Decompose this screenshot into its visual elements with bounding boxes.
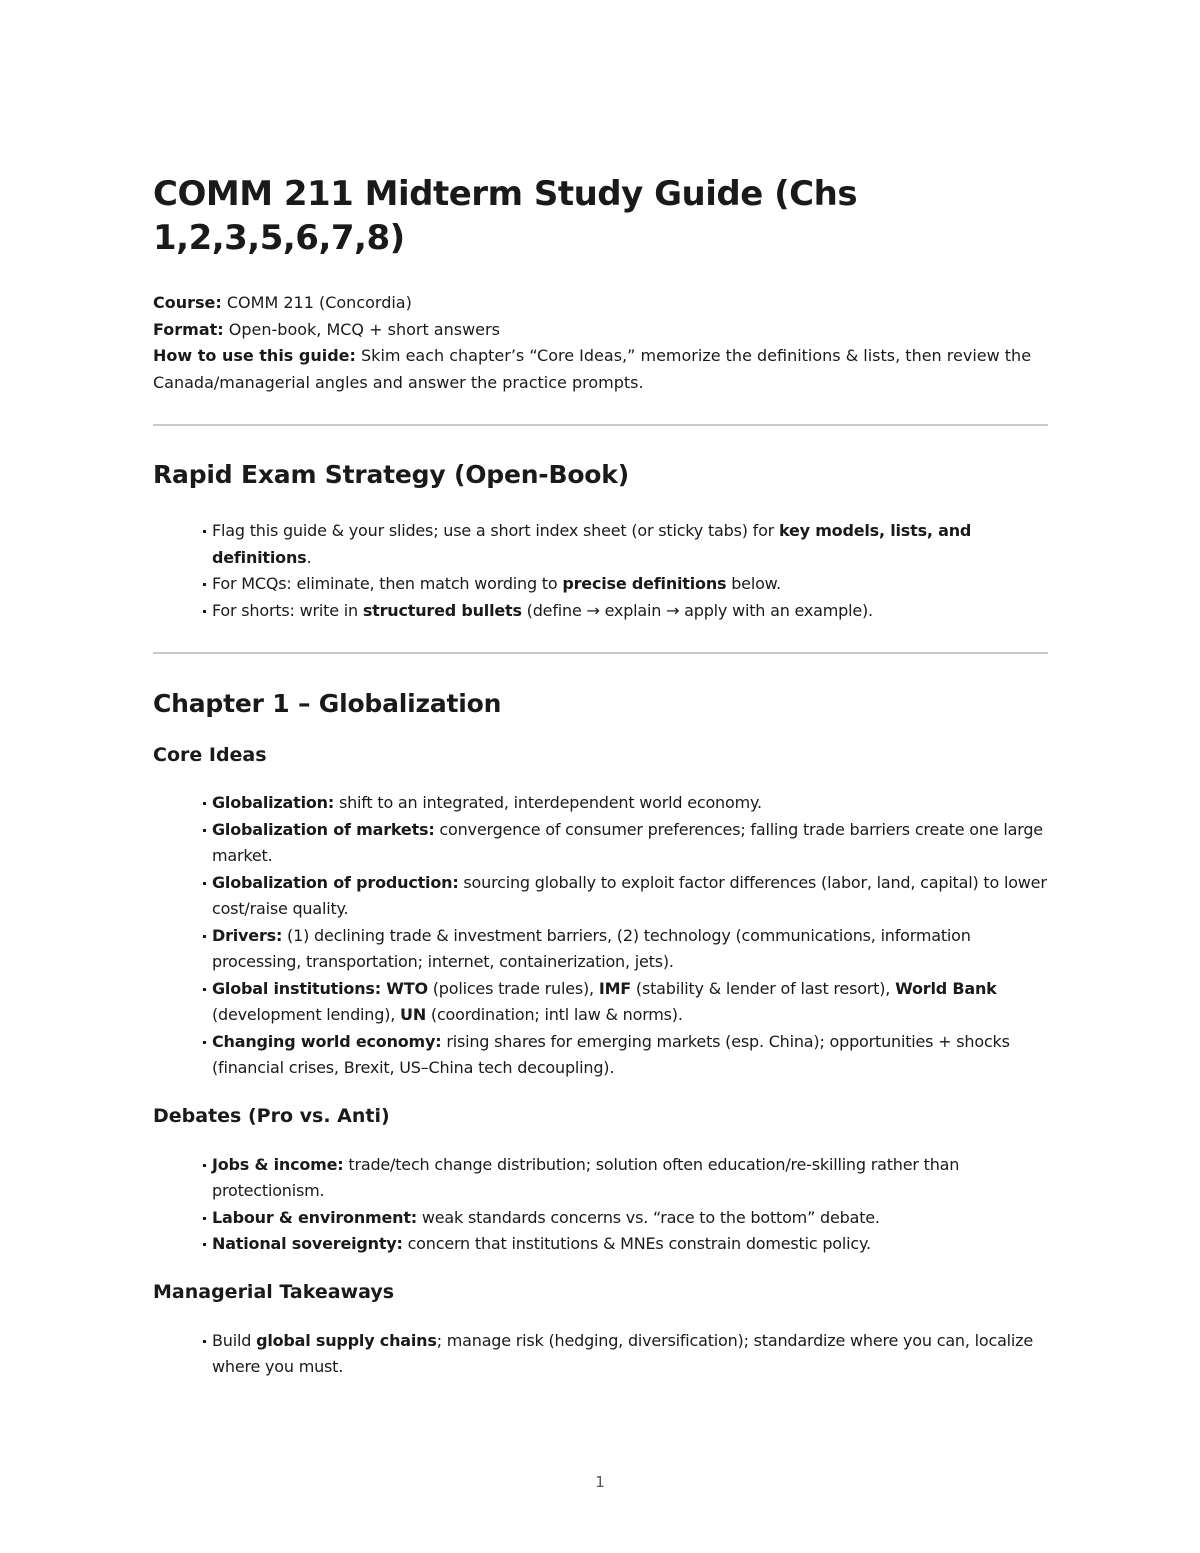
list-item: Build global supply chains; manage risk (hedging, diversification); standardize where you can, localize where you must. xyxy=(212,1328,1048,1381)
list-item: National sovereignty: concern that institutions & MNEs constrain domestic policy. xyxy=(212,1231,1048,1258)
list-item: Global institutions: WTO (polices trade rules), IMF (stability & lender of last resort), World Bank (development lending), UN (coordination; intl law & norms). xyxy=(212,976,1048,1029)
meta-block xyxy=(153,290,1048,396)
section-divider xyxy=(153,652,1048,654)
page-number: 1 xyxy=(595,1473,605,1491)
list-item: Globalization: shift to an integrated, interdependent world economy. xyxy=(212,790,1048,817)
list-item: Jobs & income: trade/tech change distribution; solution often education/re-skilling rather than protectionism. xyxy=(212,1152,1048,1205)
list-item: Labour & environment: weak standards concerns vs. “race to the bottom” debate. xyxy=(212,1205,1048,1232)
format-line: Format: Open-book, MCQ + short answers xyxy=(153,319,500,339)
list-item: For shorts: write in structured bullets (define → explain → apply with an example). xyxy=(212,598,1048,625)
course-line: Course: COMM 211 (Concordia) xyxy=(153,293,412,312)
list-item: Globalization of markets: convergence of consumer preferences; falling trade barriers create one large market. xyxy=(212,817,1048,870)
takeaways-heading: Managerial Takeaways xyxy=(153,1280,395,1303)
takeaways-list xyxy=(153,1328,1048,1381)
document-title: COMM 211 Midterm Study Guide (Chs 1,2,3,5,6,7,8) xyxy=(153,174,858,258)
list-item: Globalization of production: sourcing globally to exploit factor differences (labor, land, capital) to lower cost/raise quality. xyxy=(212,870,1048,923)
strategy-heading: Rapid Exam Strategy (Open-Book) xyxy=(153,460,629,489)
howto-line: How to use this guide: Skim each chapter’s “Core Ideas,” memorize the definitions & lists, then review the Canada/managerial angles and answer the practice prompts. xyxy=(153,346,1032,392)
core-ideas-list xyxy=(153,790,1048,1082)
list-item: For MCQs: eliminate, then match wording to precise definitions below. xyxy=(212,571,1048,598)
document-page xyxy=(153,172,1048,1381)
debates-list xyxy=(153,1152,1048,1258)
section-divider xyxy=(153,424,1048,426)
strategy-list xyxy=(153,518,1048,624)
list-item: Drivers: (1) declining trade & investment barriers, (2) technology (communications, information processing, transportation; internet, containerization, jets). xyxy=(212,923,1048,976)
list-item: Changing world economy: rising shares for emerging markets (esp. China); opportunities + shocks (financial crises, Brexit, US–China tech decoupling). xyxy=(212,1029,1048,1082)
core-ideas-heading: Core Ideas xyxy=(153,744,267,766)
chapter1-heading: Chapter 1 – Globalization xyxy=(153,689,502,718)
list-item: Flag this guide & your slides; use a short index sheet (or sticky tabs) for key models, lists, and definitions. xyxy=(212,518,1048,571)
debates-heading: Debates (Pro vs. Anti) xyxy=(153,1104,390,1127)
